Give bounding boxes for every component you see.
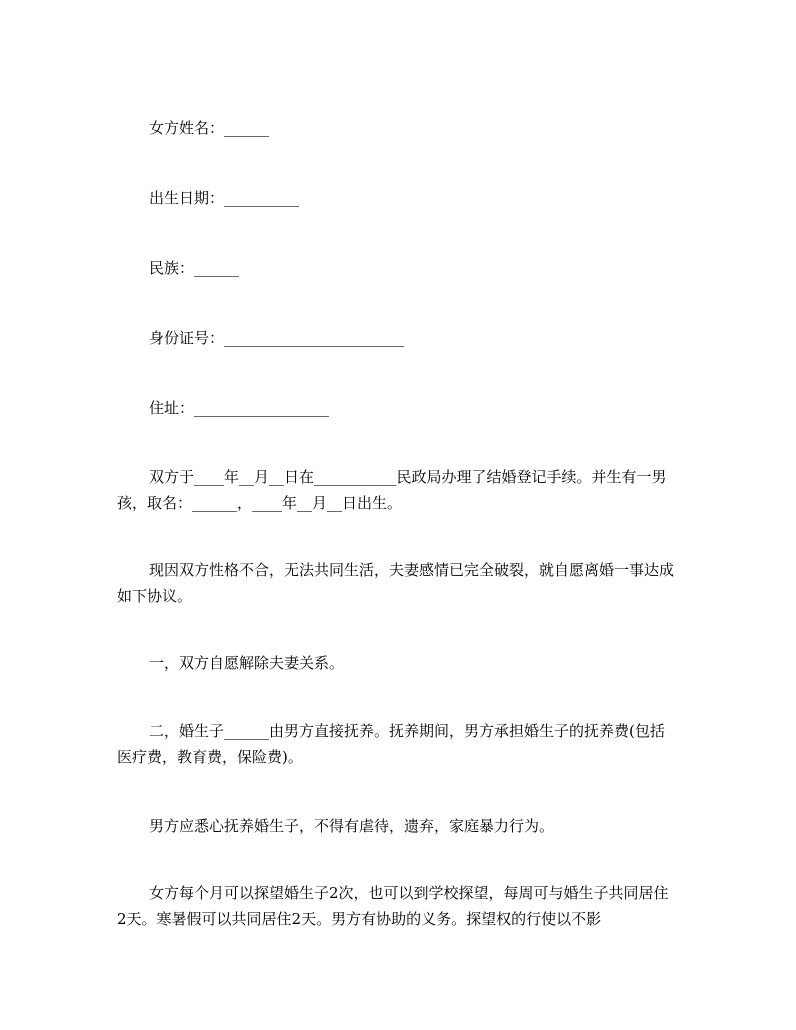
id-number-field: 身份证号：________________________ [149, 329, 405, 347]
clause-two-paragraph: 二，婚生子______由男方直接抚养。抚养期间，男方承担婚生子的抚养费(包括医疗费，教育费，保险费)。 [117, 722, 665, 766]
clause-one-paragraph: 一，双方自愿解除夫妻关系。 [149, 654, 345, 672]
visitation-paragraph: 女方每个月可以探望婚生子2次，也可以到学校探望，每周可与婚生子共同居住2天。寒暑假可以共同居住2天。男方有协助的义务。探望权的行使以不影 [117, 884, 669, 928]
divorce-reason-paragraph: 现因双方性格不合，无法共同生活，夫妻感情已完全破裂，就自愿离婚一事达成如下协议。 [117, 561, 675, 605]
ethnicity-field: 民族：______ [149, 259, 240, 277]
marriage-registration-paragraph: 双方于____年__月__日在___________民政局办理了结婚登记手续。并生有一男孩，取名：______，____年__月__日出生。 [117, 468, 667, 512]
birth-date-field: 出生日期：__________ [149, 189, 300, 207]
female-name-field: 女方姓名：______ [149, 119, 270, 137]
address-field: 住址：__________________ [149, 399, 330, 417]
custody-duty-paragraph: 男方应悉心抚养婚生子，不得有虐待，遗弃，家庭暴力行为。 [149, 817, 555, 835]
